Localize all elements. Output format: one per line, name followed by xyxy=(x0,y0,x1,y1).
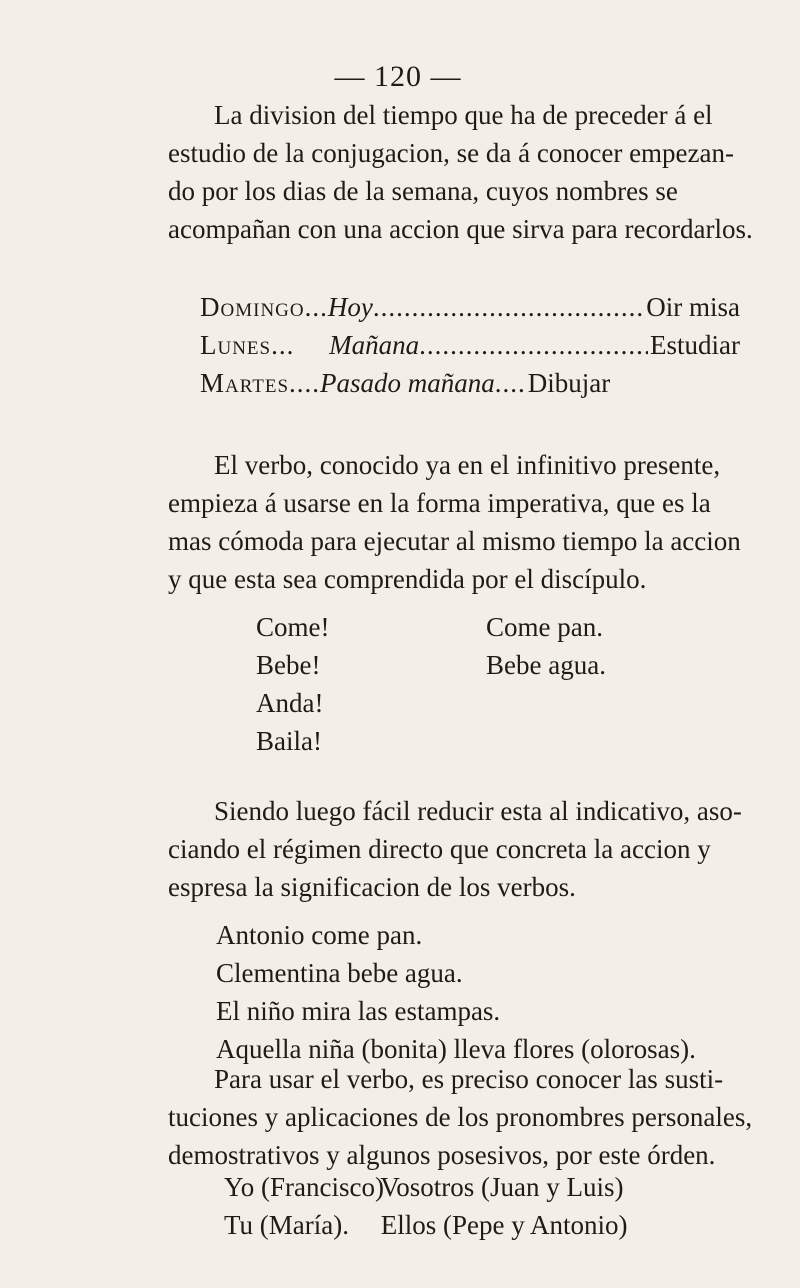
day-word: Pasado mañana xyxy=(320,368,495,398)
text-line: El verbo, conocido ya en el infinitivo presente, xyxy=(214,450,721,480)
pronoun-table xyxy=(224,1168,627,1244)
text-line: La division del tiempo que ha de preceder á el xyxy=(214,100,713,130)
day-name: Domingo xyxy=(200,292,305,322)
text-line: estudio de la conjugacion, se da á conocer empezan- xyxy=(168,138,734,168)
weekday-row xyxy=(200,326,740,364)
weekday-list xyxy=(200,288,740,402)
imperative: Baila! xyxy=(256,726,322,756)
weekday-row xyxy=(200,288,740,326)
text-line: empieza á usarse en la forma imperativa, que es la xyxy=(168,488,711,518)
pronoun-left: Tu (María). xyxy=(224,1210,349,1240)
day-action: Dibujar xyxy=(527,368,611,398)
example-sentence: Antonio come pan. xyxy=(216,920,423,950)
text-line: tuciones y aplicaciones de los pronombres personales, xyxy=(168,1102,753,1132)
text-line: espresa la significacion de los verbos. xyxy=(168,872,576,902)
day-word: Mañana xyxy=(329,330,420,360)
weekday-row xyxy=(200,364,740,402)
leader-dots xyxy=(289,364,320,402)
imperative: Bebe! xyxy=(256,650,321,680)
text-line: Para usar el verbo, es preciso conocer las susti- xyxy=(214,1064,724,1094)
text-line: acompañan con una accion que sirva para recordarlos. xyxy=(168,214,753,244)
text-line: do por los dias de la semana, cuyos nombres se xyxy=(168,176,678,206)
imperative: Anda! xyxy=(256,688,324,718)
leader-dots xyxy=(495,364,526,402)
indicative-paragraph xyxy=(168,792,768,906)
day-action: Oir misa xyxy=(646,292,740,322)
verb-paragraph xyxy=(168,446,768,598)
imperative-phrase-list xyxy=(486,608,606,684)
pronoun-left: Yo (Francisco) xyxy=(224,1172,384,1202)
example-sentence: Clementina bebe agua. xyxy=(216,958,463,988)
pronoun-row xyxy=(224,1168,627,1206)
pronoun-right: Ellos (Pepe y Antonio) xyxy=(380,1210,628,1240)
pronoun-paragraph xyxy=(168,1060,768,1174)
leader-dots xyxy=(271,326,329,364)
example-sentence: El niño mira las estampas. xyxy=(216,996,501,1026)
imperative-list xyxy=(256,608,330,760)
text-line: mas cómoda para ejecutar al mismo tiempo la accion xyxy=(168,526,741,556)
page-number: — 120 — xyxy=(334,60,462,93)
day-name: Martes xyxy=(200,368,290,398)
example-sentence: Aquella niña (bonita) lleva flores (olorosas). xyxy=(216,1034,696,1064)
intro-paragraph xyxy=(168,96,768,248)
leader-dots xyxy=(305,288,328,326)
day-name: Lunes xyxy=(200,330,272,360)
imperative: Come! xyxy=(256,612,330,642)
imperative-phrase: Come pan. xyxy=(486,612,603,642)
imperative-phrase: Bebe agua. xyxy=(486,650,606,680)
text-line: Siendo luego fácil reducir esta al indicativo, aso- xyxy=(214,796,742,826)
text-line: demostrativos y algunos posesivos, por este órden. xyxy=(168,1140,716,1170)
text-line: ciando el régimen directo que concreta la accion y xyxy=(168,834,711,864)
pronoun-right: Vosotros (Juan y Luis) xyxy=(380,1172,624,1202)
text-line: y que esta sea comprendida por el discípulo. xyxy=(168,564,647,594)
leader-dots xyxy=(373,288,644,326)
sentence-examples xyxy=(216,916,696,1068)
day-word: Hoy xyxy=(327,292,373,322)
leader-dots xyxy=(419,326,648,364)
pronoun-row xyxy=(224,1206,627,1244)
imperative-examples xyxy=(0,608,800,768)
day-action: Estudiar xyxy=(650,330,740,360)
